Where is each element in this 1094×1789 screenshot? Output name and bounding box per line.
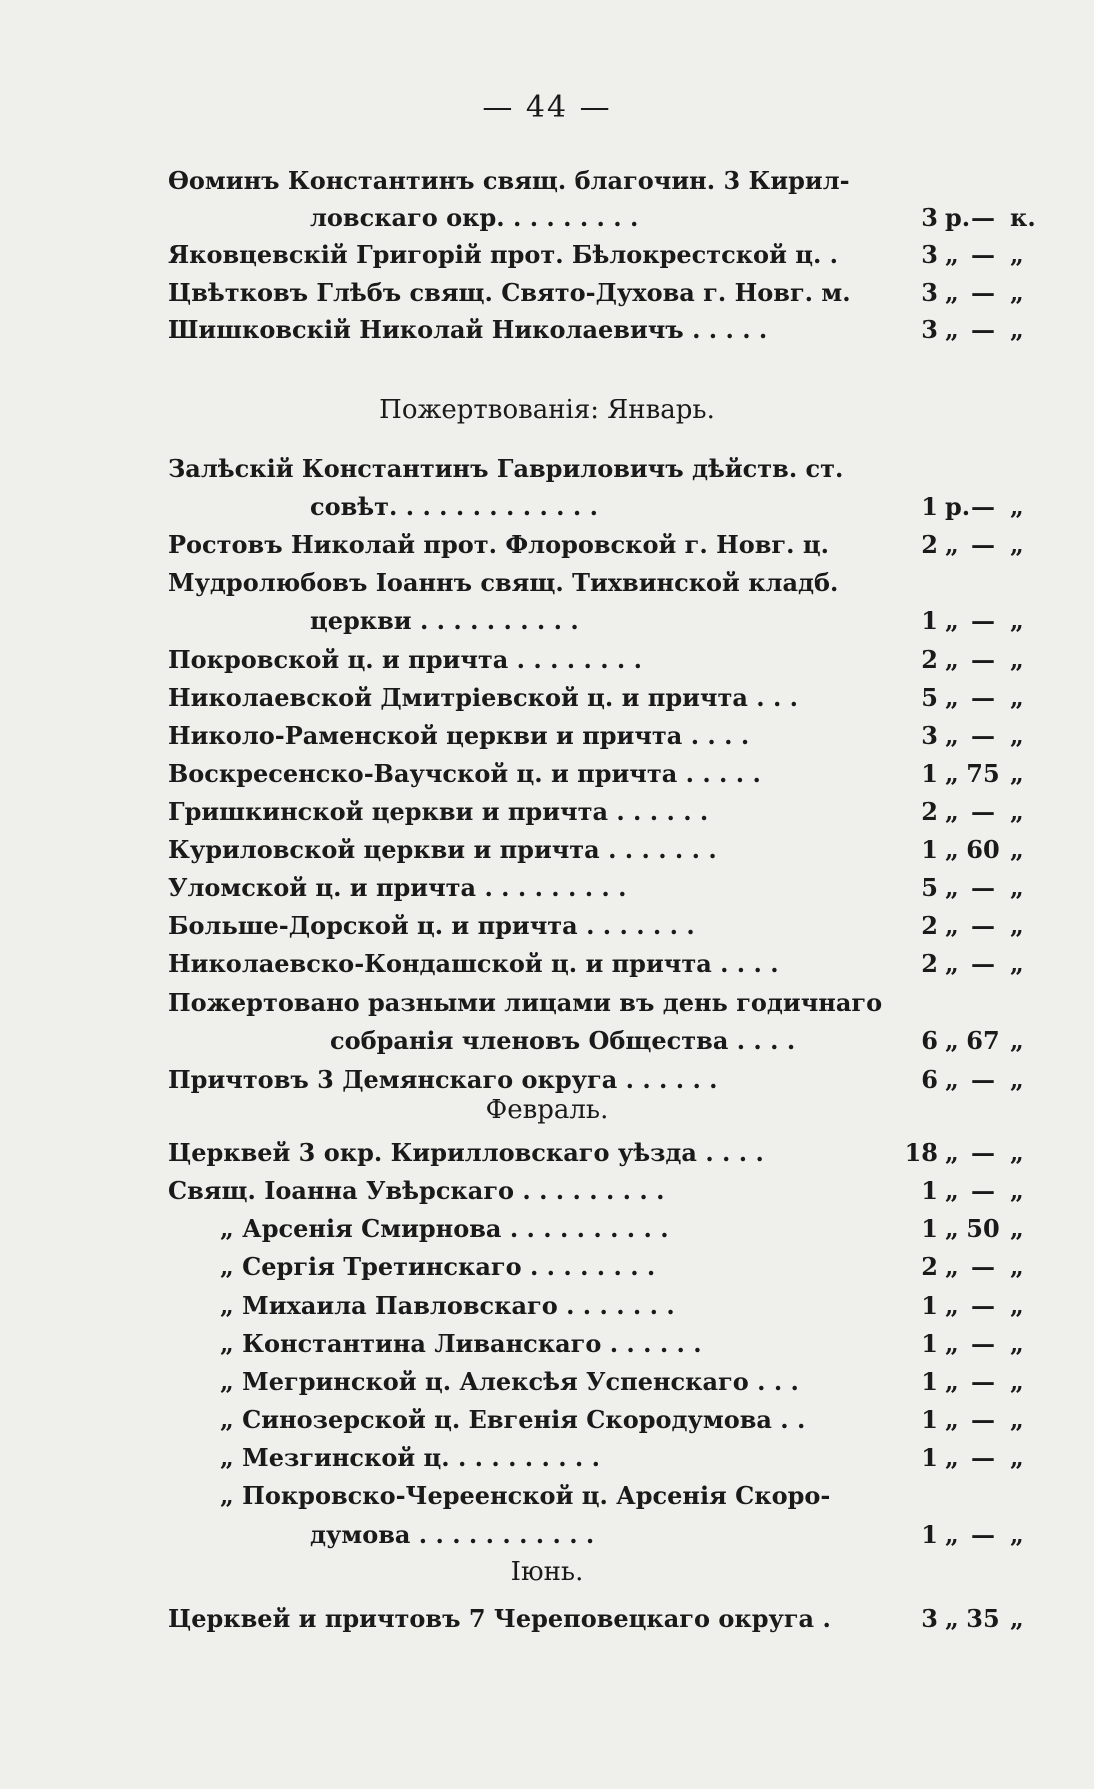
- kopecks-unit: „: [1010, 645, 1024, 674]
- rubles-amount: 3: [921, 721, 938, 750]
- rubles-amount: 1: [921, 1176, 938, 1205]
- rubles-unit: „: [945, 911, 959, 940]
- kopecks-unit: „: [1010, 1214, 1024, 1243]
- entry-name: Мудролюбовъ Іоаннъ свящ. Тихвинской кладб.: [168, 568, 839, 597]
- ledger-row: [0, 1477, 1094, 1515]
- ledger-row: [0, 1210, 1094, 1248]
- ledger-row: [0, 199, 1094, 237]
- ledger-row: [0, 717, 1094, 755]
- ledger-row: [0, 311, 1094, 349]
- entry-name: „ Сергія Третинскаго . . . . . . . .: [220, 1252, 656, 1281]
- kopecks-unit: „: [1010, 911, 1024, 940]
- rubles-amount: 1: [921, 1214, 938, 1243]
- kopecks-amount: —: [971, 949, 995, 978]
- rubles-unit: „: [945, 645, 959, 674]
- rubles-amount: 5: [921, 873, 938, 902]
- ledger-row: [0, 564, 1094, 602]
- entry-name: думова . . . . . . . . . . .: [310, 1520, 595, 1549]
- kopecks-amount: —: [971, 1065, 995, 1094]
- kopecks-amount: —: [971, 606, 995, 635]
- kopecks-unit: „: [1010, 1405, 1024, 1434]
- kopecks-unit: „: [1010, 530, 1024, 559]
- kopecks-unit: „: [1010, 873, 1024, 902]
- rubles-amount: 2: [921, 1252, 938, 1281]
- entry-name: „ Мегринской ц. Алексѣя Успенскаго . . .: [220, 1367, 799, 1396]
- kopecks-amount: —: [971, 721, 995, 750]
- rubles-amount: 1: [921, 1405, 938, 1434]
- ledger-row: [0, 907, 1094, 945]
- ledger-row: [0, 1325, 1094, 1363]
- entry-name: Больше-Дорской ц. и причта . . . . . . .: [168, 911, 695, 940]
- ledger-row: [0, 641, 1094, 679]
- ledger-row: [0, 755, 1094, 793]
- kopecks-unit: „: [1010, 759, 1024, 788]
- kopecks-unit: „: [1010, 949, 1024, 978]
- rubles-unit: р.: [945, 203, 971, 232]
- entry-name: Залѣскій Константинъ Гавриловичъ дѣйств. ст.: [168, 454, 844, 483]
- rubles-amount: 6: [921, 1065, 938, 1094]
- ledger-row: [0, 831, 1094, 869]
- ledger-row: [0, 793, 1094, 831]
- entry-name: „ Покровско-Череенской ц. Арсенія Скоро-: [220, 1481, 831, 1510]
- rubles-amount: 3: [921, 315, 938, 344]
- entry-name: „ Михаила Павловскаго . . . . . . .: [220, 1291, 675, 1320]
- kopecks-unit: „: [1010, 835, 1024, 864]
- rubles-unit: „: [945, 1214, 959, 1243]
- kopecks-unit: „: [1010, 1520, 1024, 1549]
- kopecks-unit: „: [1010, 721, 1024, 750]
- entry-name: „ Константина Ливанскаго . . . . . .: [220, 1329, 702, 1358]
- rubles-unit: „: [945, 835, 959, 864]
- kopecks-amount: —: [971, 1138, 995, 1167]
- kopecks-unit: „: [1010, 240, 1024, 269]
- ledger-row: [0, 450, 1094, 488]
- entry-name: ловскаго окр. . . . . . . . .: [310, 203, 639, 232]
- kopecks-unit: „: [1010, 1065, 1024, 1094]
- kopecks-unit: „: [1010, 606, 1024, 635]
- ledger-row: [0, 1172, 1094, 1210]
- kopecks-amount: —: [971, 873, 995, 902]
- kopecks-unit: „: [1010, 683, 1024, 712]
- rubles-unit: „: [945, 1026, 959, 1055]
- entry-name: „ Арсенія Смирнова . . . . . . . . . .: [220, 1214, 669, 1243]
- rubles-unit: „: [945, 1443, 959, 1472]
- entry-name: Ростовъ Николай прот. Флоровской г. Новг. ц.: [168, 530, 829, 559]
- entry-name: Николаевско-Кондашской ц. и причта . . . .: [168, 949, 779, 978]
- ledger-row: [0, 1287, 1094, 1325]
- kopecks-unit: „: [1010, 1026, 1024, 1055]
- kopecks-amount: —: [971, 1329, 995, 1358]
- kopecks-unit: „: [1010, 1329, 1024, 1358]
- entry-name: Покровской ц. и причта . . . . . . . .: [168, 645, 642, 674]
- kopecks-unit: „: [1010, 797, 1024, 826]
- ledger-row: [0, 984, 1094, 1022]
- entry-name: Свящ. Іоанна Увѣрскаго . . . . . . . . .: [168, 1176, 665, 1205]
- kopecks-amount: —: [971, 1291, 995, 1320]
- section-heading-january: Пожертвованія: Январь.: [379, 395, 715, 425]
- ledger-row: [0, 488, 1094, 526]
- ledger-row: [0, 236, 1094, 274]
- kopecks-amount: —: [971, 203, 995, 232]
- kopecks-amount: —: [971, 645, 995, 674]
- section-heading-june: Іюнь.: [510, 1557, 584, 1587]
- rubles-amount: 1: [921, 1520, 938, 1549]
- rubles-amount: 1: [921, 759, 938, 788]
- ledger-row: [0, 1363, 1094, 1401]
- rubles-unit: „: [945, 1138, 959, 1167]
- entry-name: „ Синозерской ц. Евгенія Скородумова . .: [220, 1405, 806, 1434]
- rubles-amount: 1: [921, 1291, 938, 1320]
- kopecks-unit: „: [1010, 1604, 1024, 1633]
- rubles-amount: 1: [921, 492, 938, 521]
- rubles-amount: 2: [921, 797, 938, 826]
- entry-name: Яковцевскій Григорій прот. Бѣлокрестской ц. .: [168, 240, 839, 269]
- kopecks-amount: 75: [966, 759, 1000, 788]
- rubles-unit: „: [945, 721, 959, 750]
- rubles-unit: „: [945, 1065, 959, 1094]
- kopecks-amount: —: [971, 1176, 995, 1205]
- rubles-unit: „: [945, 1291, 959, 1320]
- rubles-unit: „: [945, 949, 959, 978]
- entry-name: Шишковскій Николай Николаевичъ . . . . .: [168, 315, 768, 344]
- entry-name: Церквей и причтовъ 7 Череповецкаго округа .: [168, 1604, 831, 1633]
- rubles-unit: „: [945, 1405, 959, 1434]
- ledger-row: [0, 1248, 1094, 1286]
- entry-name: совѣт. . . . . . . . . . . . .: [310, 492, 598, 521]
- rubles-unit: „: [945, 1604, 959, 1633]
- ledger-row: [0, 1600, 1094, 1638]
- entry-name: Куриловской церкви и причта . . . . . . .: [168, 835, 717, 864]
- rubles-amount: 1: [921, 606, 938, 635]
- kopecks-unit: „: [1010, 492, 1024, 521]
- entry-name: Николаевской Дмитріевской ц. и причта . . .: [168, 683, 799, 712]
- rubles-unit: „: [945, 1367, 959, 1396]
- ledger-row: [0, 679, 1094, 717]
- rubles-amount: 6: [921, 1026, 938, 1055]
- ledger-row: [0, 602, 1094, 640]
- kopecks-unit: „: [1010, 1138, 1024, 1167]
- rubles-unit: „: [945, 797, 959, 826]
- kopecks-unit: „: [1010, 315, 1024, 344]
- rubles-amount: 18: [904, 1138, 938, 1167]
- entry-name: Уломской ц. и причта . . . . . . . . .: [168, 873, 627, 902]
- kopecks-amount: 67: [966, 1026, 1000, 1055]
- kopecks-amount: 35: [966, 1604, 1000, 1633]
- ledger-row: [0, 869, 1094, 907]
- rubles-amount: 2: [921, 645, 938, 674]
- kopecks-amount: —: [971, 1405, 995, 1434]
- entry-name: „ Мезгинской ц. . . . . . . . . .: [220, 1443, 600, 1472]
- ledger-row: [0, 1401, 1094, 1439]
- kopecks-unit: „: [1010, 1367, 1024, 1396]
- kopecks-amount: 50: [966, 1214, 1000, 1243]
- rubles-unit: „: [945, 873, 959, 902]
- entry-name: церкви . . . . . . . . . .: [310, 606, 579, 635]
- rubles-amount: 2: [921, 911, 938, 940]
- kopecks-amount: —: [971, 492, 995, 521]
- kopecks-unit: „: [1010, 1443, 1024, 1472]
- ledger-row: [0, 1022, 1094, 1060]
- section-heading-february: Февраль.: [485, 1095, 609, 1125]
- kopecks-unit: „: [1010, 1176, 1024, 1205]
- rubles-amount: 1: [921, 835, 938, 864]
- rubles-amount: 1: [921, 1367, 938, 1396]
- rubles-amount: 3: [921, 1604, 938, 1633]
- entry-name: Церквей 3 окр. Кирилловскаго уѣзда . . . .: [168, 1138, 764, 1167]
- ledger-row: [0, 1516, 1094, 1554]
- kopecks-unit: к.: [1010, 203, 1036, 232]
- entry-name: Гришкинской церкви и причта . . . . . .: [168, 797, 709, 826]
- rubles-unit: „: [945, 240, 959, 269]
- rubles-unit: „: [945, 315, 959, 344]
- kopecks-amount: —: [971, 1443, 995, 1472]
- rubles-amount: 1: [921, 1443, 938, 1472]
- ledger-row: [0, 162, 1094, 200]
- rubles-amount: 3: [921, 203, 938, 232]
- entry-name: Пожертовано разными лицами въ день годичнаго: [168, 988, 883, 1017]
- ledger-row: [0, 274, 1094, 312]
- kopecks-amount: —: [971, 530, 995, 559]
- rubles-unit: р.: [945, 492, 971, 521]
- ledger-row: [0, 1134, 1094, 1172]
- kopecks-amount: —: [971, 315, 995, 344]
- entry-name: Цвѣтковъ Глѣбъ свящ. Свято-Духова г. Новг. м.: [168, 278, 851, 307]
- kopecks-amount: —: [971, 278, 995, 307]
- entry-name: Николо-Раменской церкви и причта . . . .: [168, 721, 750, 750]
- rubles-amount: 2: [921, 530, 938, 559]
- kopecks-amount: —: [971, 1367, 995, 1396]
- kopecks-amount: —: [971, 240, 995, 269]
- kopecks-amount: —: [971, 683, 995, 712]
- entry-name: Ѳоминъ Константинъ свящ. благочин. 3 Кирил-: [168, 166, 850, 195]
- rubles-unit: „: [945, 1520, 959, 1549]
- entry-name: Причтовъ 3 Демянскаго округа . . . . . .: [168, 1065, 718, 1094]
- ledger-row: [0, 945, 1094, 983]
- kopecks-unit: „: [1010, 1252, 1024, 1281]
- kopecks-amount: 60: [966, 835, 1000, 864]
- rubles-unit: „: [945, 530, 959, 559]
- kopecks-unit: „: [1010, 1291, 1024, 1320]
- rubles-amount: 3: [921, 278, 938, 307]
- kopecks-unit: „: [1010, 278, 1024, 307]
- rubles-unit: „: [945, 606, 959, 635]
- rubles-unit: „: [945, 1176, 959, 1205]
- rubles-unit: „: [945, 759, 959, 788]
- rubles-unit: „: [945, 683, 959, 712]
- rubles-amount: 3: [921, 240, 938, 269]
- rubles-unit: „: [945, 1252, 959, 1281]
- rubles-unit: „: [945, 278, 959, 307]
- kopecks-amount: —: [971, 1252, 995, 1281]
- page-number: — 44 —: [482, 90, 612, 125]
- rubles-amount: 1: [921, 1329, 938, 1358]
- entry-name: Воскресенско-Ваучской ц. и причта . . . . .: [168, 759, 761, 788]
- ledger-row: [0, 526, 1094, 564]
- entry-name: собранія членовъ Общества . . . .: [330, 1026, 796, 1055]
- kopecks-amount: —: [971, 1520, 995, 1549]
- rubles-amount: 2: [921, 949, 938, 978]
- kopecks-amount: —: [971, 797, 995, 826]
- rubles-unit: „: [945, 1329, 959, 1358]
- ledger-row: [0, 1439, 1094, 1477]
- kopecks-amount: —: [971, 911, 995, 940]
- rubles-amount: 5: [921, 683, 938, 712]
